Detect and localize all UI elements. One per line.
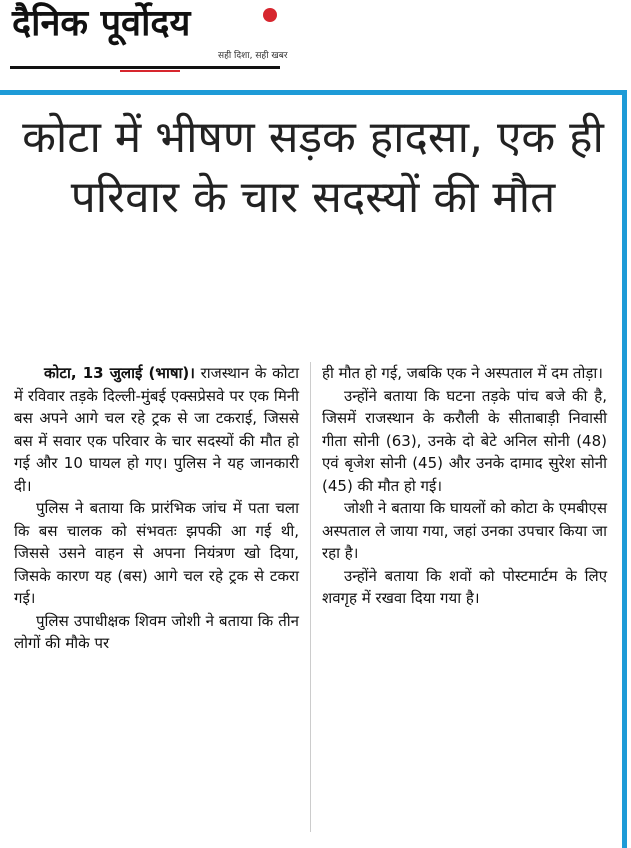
paragraph-text: राजस्थान के कोटा में रविवार तड़के दिल्ली-मुंबई एक्सप्रेसवे पर एक मिनी बस अपने आगे चल रहे ट्रक से जा टकराई, जिससे बस में सवार एक परिवार के चार सदस्यों की मौत हो गई और 10 घायल हो गए। पुलिस ने यह जानकारी दी। <box>14 364 299 495</box>
article-paragraph <box>14 362 299 497</box>
article-column-right <box>322 362 607 610</box>
masthead <box>0 0 631 90</box>
logo-red-dot-icon <box>263 8 277 22</box>
article-dateline: कोटा, 13 जुलाई (भाषा)। <box>44 364 195 382</box>
masthead-red-accent <box>120 70 180 72</box>
article-paragraph: जोशी ने बताया कि घायलों को कोटा के एमबीएस अस्पताल ले जाया गया, जहां उनका उपचार किया जा रहा है। <box>322 499 607 562</box>
article-paragraph: ही मौत हो गई, जबकि एक ने अस्पताल में दम तोड़ा। <box>322 364 603 382</box>
article-paragraph: उन्होंने बताया कि घटना तड़के पांच बजे की है, जिसमें राजस्थान के करौली के सीताबाड़ी निवासी गीता सोनी (63), उनके दो बेटे अनिल सोनी (48) एवं बृजेश सोनी (45) और उनके दामाद सुरेश सोनी (45) की मौत हो गई। <box>322 386 607 495</box>
column-divider <box>310 362 311 832</box>
article-paragraph: पुलिस उपाधीक्षक शिवम जोशी ने बताया कि तीन लोगों की मौके पर <box>14 611 299 652</box>
article-paragraph: पुलिस ने बताया कि प्रारंभिक जांच में पता चला कि बस चालक को संभवतः झपकी आ गई थी, जिससे उसने वाहन से अपना नियंत्रण खो दिया, जिसके कारण यह (बस) आगे चल रहे ट्रक से टकरा गई। <box>14 499 299 607</box>
masthead-underline <box>10 66 280 69</box>
newspaper-tagline: सही दिशा, सही खबर <box>218 51 288 61</box>
newspaper-logo-title: दैनिक पूर्वोदय <box>12 3 191 44</box>
article-column-left <box>14 362 299 655</box>
article-paragraph: उन्होंने बताया कि शवों को पोस्टमार्टम के लिए शवगृह में रखवा दिया गया है। <box>322 566 607 607</box>
article-headline: कोटा में भीषण सड़क हादसा, एक ही परिवार के चार सदस्यों की मौत <box>22 112 604 223</box>
